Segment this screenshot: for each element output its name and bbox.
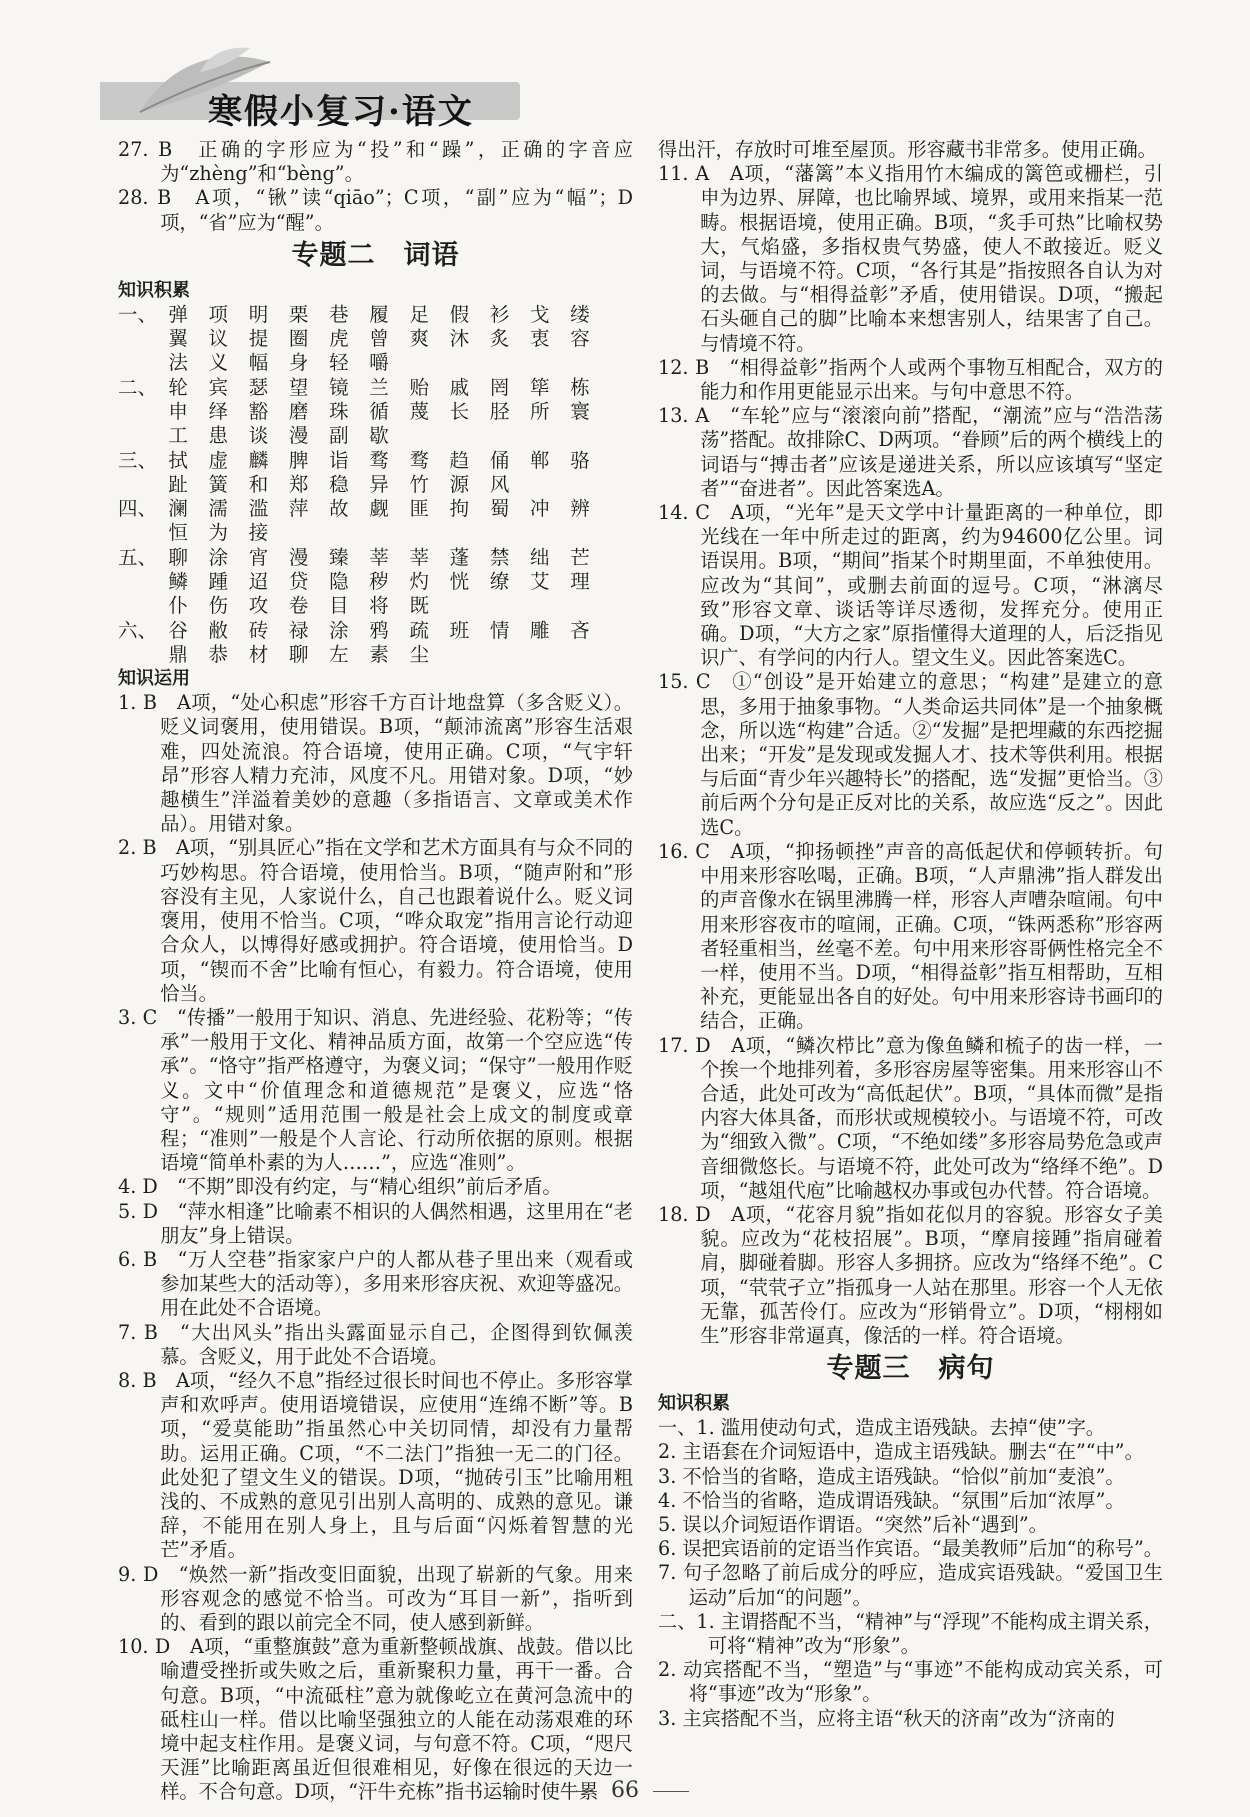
knowledge-accumulation-heading: 知识积累 — [118, 279, 190, 301]
char-cell: 巷 — [329, 302, 349, 326]
char-cell: 缕 — [570, 302, 590, 326]
char-cell: 栗 — [288, 302, 309, 326]
section3-title: 专题三 病句 — [826, 1353, 995, 1385]
char-cell: 材 — [248, 642, 269, 666]
char-cell: 恭 — [208, 642, 229, 666]
char-cell: 冲 — [530, 497, 550, 521]
char-cell: 吝 — [570, 618, 590, 642]
char-cell: 轻 — [329, 351, 349, 375]
sickness-sentence-item: 7. 句子忽略了前后成分的呼应，造成宾语残缺。“爱国卫生运动”后加“的问题”。 — [658, 1561, 1163, 1609]
char-cell: 涂 — [329, 618, 349, 642]
char-cell: 灼 — [409, 570, 429, 594]
answer-item: 6. B “万人空巷”指家家户户的人都从巷子里出来（观看或参加某些大的活动等），多用来形容庆祝、欢迎等盛况。用在此处不合语境。 — [118, 1247, 633, 1320]
char-cell: 臻 — [329, 545, 349, 569]
char-cell: 歇 — [369, 424, 389, 448]
answer-item: 8. B A项，“经久不息”指经过很长时间也不停止。多形容掌声和欢呼声。使用语境错误，应使用“连绵不断”等。B项，“爱莫能助”指虽然心中关切同情，却没有力量帮助。运用正确。C项，“不二法门”指独一无二的门径。此处犯了望文生义的错误。D项，“抛砖引玉”比喻用粗浅的、不成熟的意见引出别人高明的、成熟的意见。谦辞，不能用在别人身上，且与后面“闪烁着智慧的光芒”矛盾。 — [118, 1368, 633, 1562]
sickness-sentence-item: 2. 主语套在介词短语中，造成主语残缺。删去“在”“中”。 — [658, 1440, 1144, 1464]
knowledge-application-heading: 知识运用 — [118, 668, 190, 690]
char-cell: 郑 — [288, 472, 309, 496]
char-cell: 循 — [369, 400, 389, 423]
char-cell: 聊 — [288, 642, 309, 666]
char-cell: 为 — [208, 521, 229, 545]
char-cell: 履 — [369, 302, 389, 326]
char-cell: 容 — [570, 327, 590, 351]
char-cell: 诣 — [329, 448, 349, 472]
char-cell: 义 — [208, 351, 229, 375]
char-cell: 班 — [449, 618, 470, 642]
char-cell: 卷 — [288, 594, 309, 618]
char-cell: 踵 — [208, 570, 229, 594]
answer-item: 3. C “传播”一般用于知识、消息、先进经验、花粉等；“传承”一般用于文化、精神品质方面，故第一个空应选“传承”。“恪守”指严格遵守，为褒义词；“保守”一般用作贬义。文中“价值理念和道德规范”是褒义，应选“恪守”。“规则”适用范围一般是社会上成文的制度或章程；“准则”一般是个人言论、行动所依据的原则。根据语境“简单朴素的为人……”，应选“准则”。 — [118, 1005, 633, 1175]
char-cell: 爽 — [409, 327, 429, 351]
answer-item: 2. B A项，“别具匠心”指在文学和艺术方面具有与众不同的巧妙构思。符合语境，使用恰当。B项，“随声附和”形容没有主见，人家说什么，自己也跟着说什么。贬义词褒用，使用不恰当。C项，“哗众取宠”指用言论行动迎合众人，以博得好感或拥护。符合语境，使用恰当。D项，“锲而不舍”比喻有恒心，有毅力。符合语境，使用恰当。 — [118, 836, 633, 1005]
char-cell: 绌 — [530, 545, 550, 569]
char-cell: 辨 — [570, 497, 590, 521]
char-cell: 异 — [369, 472, 389, 496]
char-cell: 禄 — [288, 618, 309, 642]
char-cell: 趾 — [168, 472, 188, 496]
char-group-label: 四、 — [118, 497, 158, 521]
char-cell: 将 — [369, 594, 389, 618]
char-cell: 轮 — [168, 375, 188, 399]
char-cell: 目 — [329, 594, 349, 618]
char-cell: 莘 — [409, 545, 429, 569]
char-cell: 素 — [369, 642, 389, 666]
header-title: 寒假小复习·语文 — [208, 92, 474, 132]
char-cell: 郸 — [530, 448, 550, 472]
sickness-sentence-item: 2. 动宾搭配不当，“塑造”与“事迹”不能构成动宾关系，可将“事迹”改为“形象”。 — [658, 1658, 1163, 1706]
char-cell: 圈 — [288, 327, 309, 351]
char-group-label: 五、 — [118, 545, 158, 569]
char-cell: 申 — [168, 400, 188, 423]
char-cell: 鳞 — [168, 570, 188, 594]
section2-title: 专题二 词语 — [291, 239, 460, 271]
char-group — [118, 303, 633, 376]
char-cell: 故 — [329, 497, 349, 521]
char-cell: 稳 — [329, 472, 349, 496]
char-cell: 骆 — [570, 448, 590, 472]
char-cell: 副 — [329, 424, 349, 448]
char-cell: 骛 — [369, 448, 389, 472]
char-cell: 谈 — [248, 424, 269, 448]
char-groups — [118, 303, 633, 667]
char-cell: 艾 — [530, 570, 550, 594]
char-cell: 胫 — [489, 400, 510, 423]
answer-item: 18. D A项，“花容月貌”指如花似月的容貌。形容女子美貌。应改为“花枝招展”。B项，“摩肩接踵”指肩碰着肩，脚碰着脚。形容人多拥挤。应改为“络绎不绝”。C项，“茕茕孑立”指孤身一人站在那里。形容一个人无依无靠，孤苦伶仃。应改为“形销骨立”。D项，“栩栩如生”形容非常逼真，像活的一样。符合语境。 — [658, 1202, 1163, 1347]
char-cell: 身 — [288, 351, 309, 375]
char-cell: 镜 — [329, 375, 349, 399]
right-column — [658, 138, 1163, 1731]
char-cell: 宵 — [248, 545, 269, 569]
char-cell: 寰 — [570, 400, 590, 423]
char-cell: 莘 — [369, 545, 389, 569]
char-cell: 衫 — [489, 302, 510, 326]
char-cell: 趋 — [449, 448, 470, 472]
char-cell: 漫 — [288, 545, 309, 569]
char-cell: 炙 — [489, 327, 510, 351]
char-cell: 贷 — [288, 570, 309, 594]
answer-item: 28. B A项，“锹”读“qiāo”；C项，“副”应为“幅”；D项，“省”应为“醒”。 — [118, 186, 633, 234]
page-number: 66 — [611, 1778, 639, 1803]
sickness-sentence-item: 4. 不恰当的省略，造成谓语残缺。“氛围”后加“浓厚”。 — [658, 1488, 1125, 1512]
char-group — [118, 619, 633, 668]
answer-item: 5. D “萍水相逢”比喻素不相识的人偶然相遇，这里用在“老朋友”身上错误。 — [118, 1199, 633, 1247]
char-cell: 攻 — [248, 594, 269, 618]
answer-item: 13. A “车轮”应与“滚滚向前”搭配，“潮流”应与“浩浩荡荡”搭配。故排除C、D两项。“眷顾”后的两个横线上的词语与“搏击者”应该是递进关系，所以应该填写“坚定者”“奋进者”。因此答案选A。 — [658, 404, 1163, 500]
char-cell: 蓬 — [449, 545, 470, 569]
char-cell: 曾 — [369, 327, 389, 351]
char-cell: 源 — [449, 472, 470, 496]
answer-item: 12. B “相得益彰”指两个人或两个事物互相配合，双方的能力和作用更能显示出来。与句中意思不符。 — [658, 355, 1163, 404]
char-cell: 瑟 — [248, 375, 269, 399]
char-cell: 和 — [248, 472, 269, 496]
char-cell: 恍 — [449, 570, 470, 594]
char-cell: 缭 — [489, 570, 510, 594]
answer-item: 16. C A项，“抑扬顿挫”声音的高低起伏和停顿转折。句中用来形容吆喝，正确。B项，“人声鼎沸”指人群发出的声音像水在锅里沸腾一样，形容人声嘈杂喧闹。句中用来形容夜市的喧闹，正确。C项，“铢两悉称”形容两者轻重相当，丝毫不差。句中用来形容哥俩性格完全不一样，使用不当。D项，“相得益彰”指互相帮助，互相补充，更能显出各自的好处。句中用来形容诗书画印的结合，正确。 — [658, 839, 1163, 1033]
char-cell: 望 — [288, 375, 309, 399]
char-cell: 所 — [530, 400, 550, 423]
char-group-label: 六、 — [118, 618, 158, 642]
char-cell: 接 — [248, 521, 269, 545]
answer-item: 9. D “焕然一新”指改变旧面貌，出现了崭新的气象。用来形容观念的感觉不恰当。可改为“耳目一新”，指听到的、看到的跟以前完全不同，使人感到新鲜。 — [118, 1562, 633, 1634]
char-cell: 工 — [168, 424, 188, 448]
char-cell: 幅 — [248, 351, 269, 375]
char-group — [118, 449, 633, 498]
char-cell: 仆 — [168, 594, 188, 618]
char-cell: 既 — [409, 594, 429, 618]
char-cell: 谷 — [168, 618, 188, 642]
char-cell: 翼 — [168, 327, 188, 351]
char-cell: 禁 — [489, 545, 510, 569]
page-header — [100, 42, 520, 132]
char-group-label: 三、 — [118, 448, 158, 472]
char-cell: 蔑 — [409, 400, 429, 423]
char-group — [118, 497, 633, 546]
char-cell: 贻 — [409, 375, 429, 399]
char-cell: 左 — [329, 642, 349, 666]
char-cell: 拭 — [168, 448, 188, 472]
char-cell: 鼎 — [168, 642, 188, 666]
char-group — [118, 546, 633, 619]
char-group-label: 二、 — [118, 375, 158, 399]
char-cell: 患 — [208, 424, 229, 448]
answer-item: 11. A A项，“藩篱”本义指用竹木编成的篱笆或栅栏，引申为边界、屏障，也比喻界域、境界，或用来指某一范畴。根据语境，使用正确。B项，“炙手可热”比喻权势大，气焰盛，多指权贵气势盛，使人不敢接近。贬义词，与语境不符。C项，“各行其是”指按照各自认为对的去做。与“相得益彰”矛盾，使用错误。D项，“搬起石头砸自己的脚”比喻本来想害别人，结果害了自己。与情境不符。 — [658, 162, 1163, 355]
char-cell: 宾 — [208, 375, 229, 399]
footer-dash-left — [561, 1791, 597, 1792]
char-cell: 滥 — [248, 497, 269, 521]
section3-knowledge-heading: 知识积累 — [658, 1393, 730, 1415]
sickness-sentence-item: 3. 不恰当的省略，造成主语残缺。“恰似”前加“麦浪”。 — [658, 1464, 1125, 1488]
char-cell: 砖 — [248, 618, 269, 642]
char-cell: 隐 — [329, 570, 349, 594]
char-cell: 明 — [248, 302, 269, 326]
char-cell: 筚 — [530, 375, 550, 399]
char-cell: 匪 — [409, 497, 429, 521]
char-cell: 议 — [208, 327, 229, 351]
char-cell: 簧 — [208, 472, 229, 496]
char-cell: 聊 — [168, 545, 188, 569]
char-cell: 风 — [489, 472, 510, 496]
char-cell: 迢 — [248, 570, 269, 594]
char-cell: 衷 — [530, 327, 550, 351]
char-cell: 长 — [449, 400, 470, 423]
char-cell: 足 — [409, 302, 429, 326]
char-cell: 法 — [168, 351, 188, 375]
char-cell: 疏 — [409, 618, 429, 642]
char-cell: 濡 — [208, 497, 229, 521]
answer-item: 27. B 正确的字形应为“投”和“躁”，正确的字音应为“zhèng”和“bèng”。 — [118, 138, 633, 186]
answer-item: 4. D “不期”即没有约定，与“精心组织”前后矛盾。 — [118, 1175, 562, 1199]
char-cell: 骛 — [409, 448, 429, 472]
char-cell: 理 — [570, 570, 590, 594]
sickness-sentence-item: 二、1. 主谓搭配不当，“精神”与“浮现”不能构成主谓关系，可将“精神”改为“形象”。 — [658, 1609, 1163, 1657]
char-group — [118, 376, 633, 449]
char-cell: 尘 — [409, 642, 429, 666]
char-cell: 弹 — [168, 302, 188, 326]
char-cell: 磨 — [288, 400, 309, 423]
page-footer — [0, 1778, 1250, 1803]
answer-item: 15. C ①“创设”是开始建立的意思；“构建”是建立的意思，多用于抽象事物。“人类命运共同体”是一个抽象概念，所以选“构建”合适。②“发掘”是把埋藏的东西挖掘出来；“开发”是发现或发掘人才、技术等供利用。根据与后面“青少年兴趣特长”的搭配，选“发掘”更恰当。③前后两个分句是正反对比的关系，故应选“反之”。因此选C。 — [658, 670, 1163, 839]
char-cell: 罔 — [489, 375, 510, 399]
char-cell: 虚 — [208, 448, 229, 472]
sickness-sentence-item: 一、1. 滥用使动句式，造成主语残缺。去掉“使”字。 — [658, 1416, 1105, 1440]
char-group-label: 一、 — [118, 302, 158, 326]
char-cell: 萍 — [288, 497, 309, 521]
answer-item: 17. D A项，“鳞次栉比”意为像鱼鳞和梳子的齿一样，一个挨一个地排列着，多形容房屋等密集。用来形容山不合适，此处可改为“高低起伏”。B项，“具体而微”是指内容大体具备，而形状或规模较小。与语境不符，可改为“细致入微”。C项，“不绝如缕”多形容局势危急或声音细微悠长。与语境不符，此处可改为“络绎不绝”。D项，“越俎代庖”比喻越权办事或包办代替。符合语境。 — [658, 1033, 1163, 1202]
answer-item: 10. D A项，“重整旗鼓”意为重新整顿战旗、战鼓。借以比喻遭受挫折或失败之后，重新聚积力量，再干一番。合句意。B项，“中流砥柱”意为就像屹立在黄河急流中的砥柱山一样。借以比喻坚强独立的人能在动荡艰难的环境中起支柱作用。是褒义词，与句意不符。C项，“咫尺天涯”比喻距离虽近但很难相见，好像在很远的天边一样。不合句意。D项，“汗牛充栋”指书运输时使牛累 — [118, 1635, 633, 1804]
left-column — [118, 138, 633, 1805]
char-cell: 芒 — [570, 545, 590, 569]
char-cell: 情 — [489, 618, 510, 642]
char-cell: 兰 — [369, 375, 389, 399]
char-cell: 鸦 — [369, 618, 389, 642]
char-cell: 绎 — [208, 400, 229, 423]
char-cell: 提 — [248, 327, 269, 351]
char-cell: 拘 — [449, 497, 470, 521]
char-cell: 麟 — [248, 448, 269, 472]
char-cell: 戚 — [449, 375, 470, 399]
char-cell: 项 — [208, 302, 229, 326]
char-cell: 栋 — [570, 375, 590, 399]
char-cell: 涂 — [208, 545, 229, 569]
char-cell: 蜀 — [489, 497, 510, 521]
answer-item: 14. C A项，“光年”是天文学中计量距离的一种单位，即光线在一年中所走过的距离，约为94600亿公里。词语误用。B项，“期间”指某个时期里面，不单独使用。应改为“其间”，或删去前面的逗号。C项，“淋漓尽致”形容文章、谈话等详尽透彻，发挥充分。使用正确。D项，“大方之家”原指懂得大道理的人，后泛指见识广、有学问的内行人。望文生义。因此答案选C。 — [658, 501, 1163, 670]
char-cell: 秽 — [369, 570, 389, 594]
char-cell: 敝 — [208, 618, 229, 642]
char-cell: 沐 — [449, 327, 470, 351]
sickness-sentence-item: 6. 误把宾语前的定语当作宾语。“最美教师”后加“的称号”。 — [658, 1537, 1163, 1561]
char-cell: 嚼 — [369, 351, 389, 375]
char-cell: 豁 — [248, 400, 269, 423]
char-cell: 竹 — [409, 472, 429, 496]
char-cell: 珠 — [329, 400, 349, 423]
char-cell: 伤 — [208, 594, 229, 618]
answer-item: 7. B “大出风头”指出头露面显示自己，企图得到钦佩羡慕。含贬义，用于此处不合语境。 — [118, 1320, 633, 1368]
sickness-sentence-item: 5. 误以介词短语作谓语。“突然”后补“遇到”。 — [658, 1512, 1048, 1536]
char-cell: 虎 — [329, 327, 349, 351]
char-cell: 澜 — [168, 497, 188, 521]
char-cell: 俑 — [489, 448, 510, 472]
char-cell: 戈 — [530, 302, 550, 326]
answer-item: 得出汗，存放时可堆至屋顶。形容藏书非常多。使用正确。 — [658, 138, 1157, 161]
char-cell: 恒 — [168, 521, 188, 545]
char-cell: 漫 — [288, 424, 309, 448]
char-cell: 觑 — [369, 497, 389, 521]
answer-item: 1. B A项，“处心积虑”形容千方百计地盘算（多含贬义）。贬义词褒用，使用错误。B项，“颠沛流离”形容生活艰难，四处流浪。符合语境，使用正确。C项，“气宇轩昂”形容人精力充沛，风度不凡。用错对象。D项，“妙趣横生”洋溢着美妙的意趣（多指语言、文章或美术作品）。用错对象。 — [118, 691, 633, 836]
char-cell: 假 — [449, 302, 470, 326]
char-cell: 雕 — [530, 618, 550, 642]
sickness-sentence-item: 3. 主宾搭配不当，应将主语“秋天的济南”改为“济南的 — [658, 1706, 1115, 1730]
footer-dash-right — [653, 1791, 689, 1792]
char-cell: 脾 — [288, 448, 309, 472]
